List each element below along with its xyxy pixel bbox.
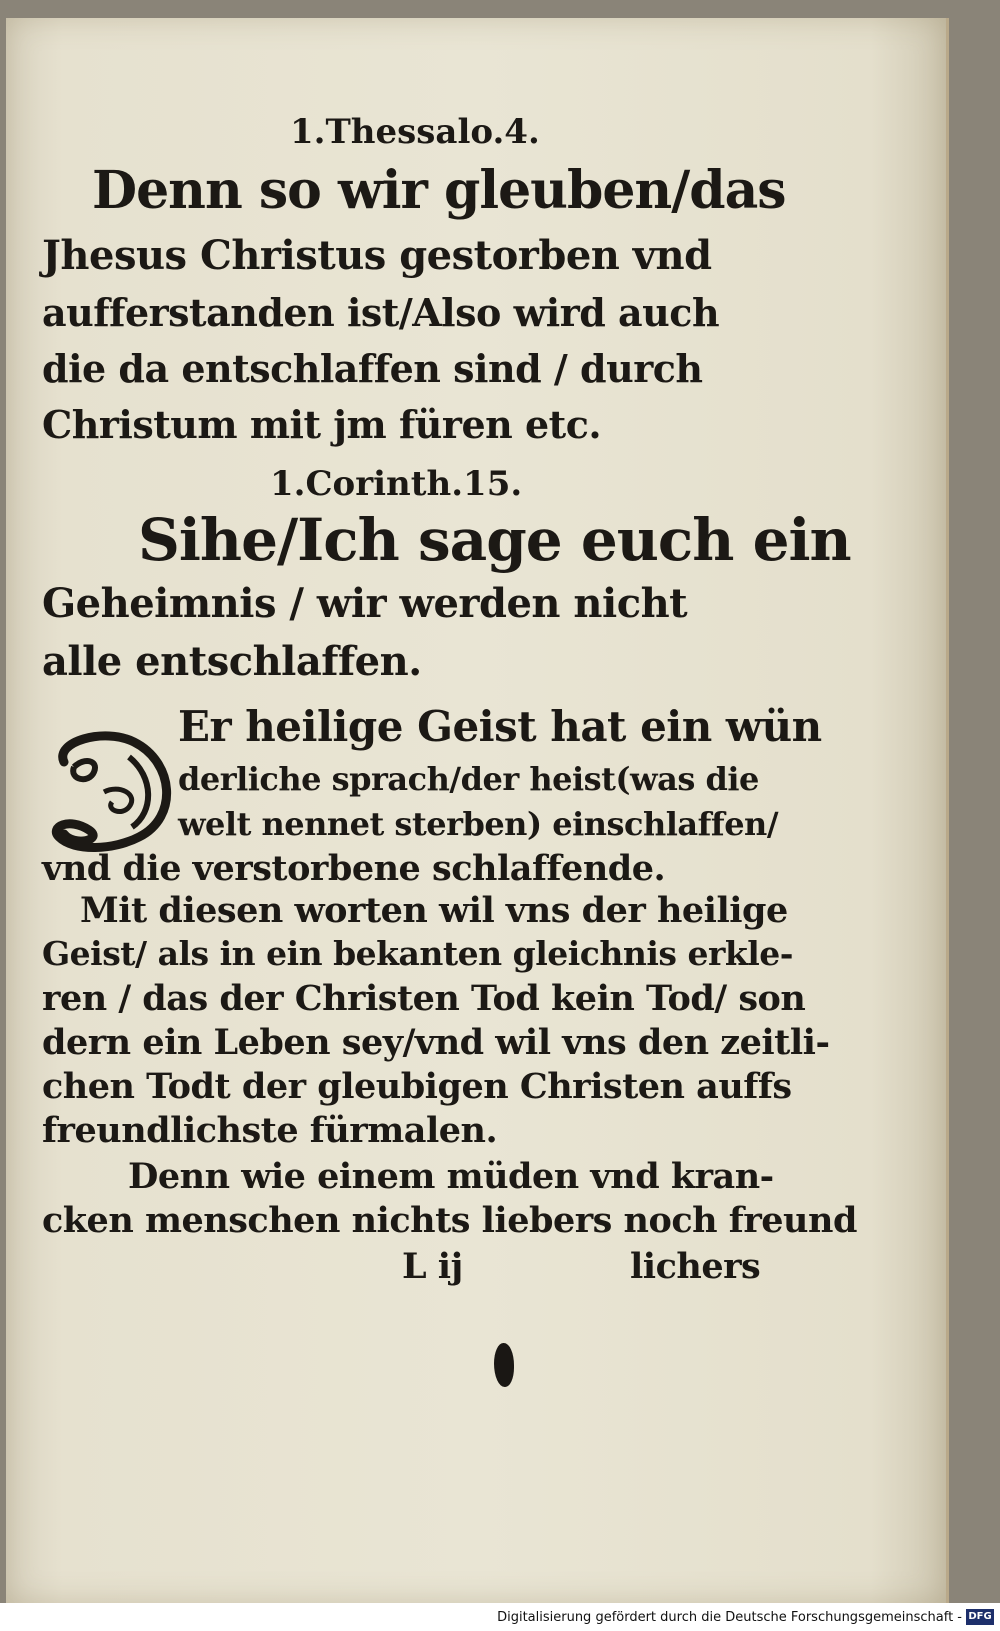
thess-line-4: die da entschlaffen sind / durch	[42, 346, 703, 391]
signature-mark: L ij	[402, 1246, 463, 1287]
body-line-12: cken menschen nichts liebers noch freund	[42, 1200, 857, 1241]
body-line-1: Er heilige Geist hat ein wün	[178, 702, 822, 751]
footer-text: Digitalisierung gefördert durch die Deutsche Forschungsgemeinschaft -	[497, 1610, 962, 1625]
body-line-9: chen Todt der gleubigen Christen auffs	[42, 1066, 792, 1107]
body-line-11: Denn wie einem müden vnd kran-	[128, 1156, 774, 1197]
body-line-4: vnd die verstorbene schlaffende.	[42, 848, 666, 889]
body-line-5: Mit diesen worten wil vns der heilige	[80, 890, 788, 931]
body-line-6: Geist/ als in ein bekanten gleichnis erkle-	[42, 934, 793, 973]
cor-line-3: alle entschlaffen.	[42, 638, 422, 685]
thess-line-1: Denn so wir gleuben/das	[92, 160, 786, 221]
body-line-7: ren / das der Christen Tod kein Tod/ son	[42, 978, 806, 1019]
thess-line-5: Christum mit jm füren etc.	[42, 402, 602, 447]
ink-blot	[494, 1343, 514, 1387]
body-line-2: derliche sprach/der heist(was die	[178, 760, 759, 798]
dfg-logo: DFG	[966, 1609, 994, 1625]
cor-line-1: Sihe/Ich sage euch ein	[138, 506, 851, 574]
reference-corinthians: 1.Corinth.15.	[270, 464, 523, 504]
initial-flourish-icon	[44, 722, 184, 862]
cor-line-2: Geheimnis / wir werden nicht	[42, 580, 688, 627]
digitization-footer	[0, 1603, 1000, 1631]
body-line-8: dern ein Leben sey/vnd wil vns den zeitli-	[42, 1022, 830, 1063]
decorated-initial	[44, 722, 184, 862]
thess-line-3: aufferstanden ist/Also wird auch	[42, 290, 720, 335]
body-line-10: freundlichste fürmalen.	[42, 1110, 498, 1151]
reference-thessalonians: 1.Thessalo.4.	[290, 112, 540, 152]
catchword: lichers	[630, 1246, 761, 1287]
body-line-3: welt nennet sterben) einschlaffen/	[178, 805, 778, 843]
thess-line-2: Jhesus Christus gestorben vnd	[42, 232, 712, 279]
